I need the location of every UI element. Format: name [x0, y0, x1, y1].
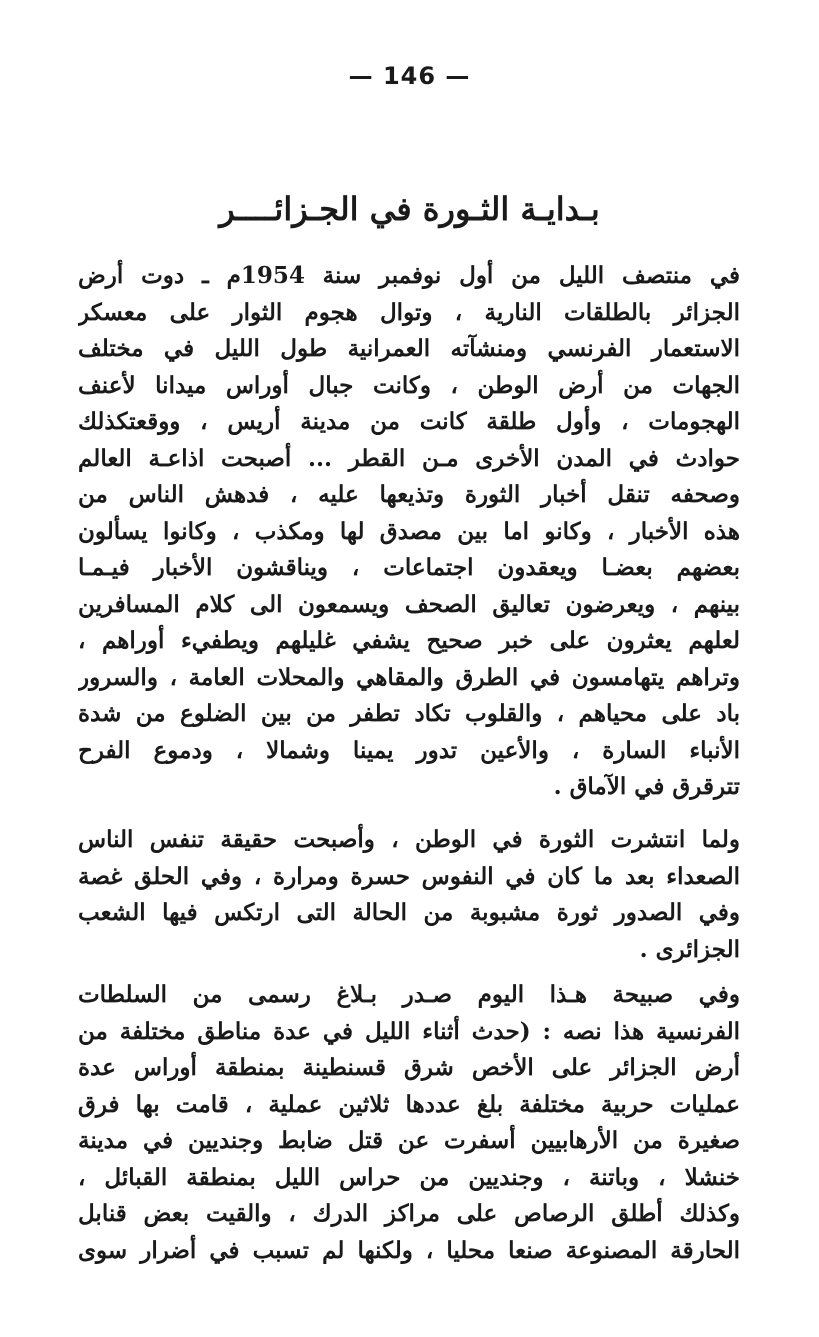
text-line: الأنباء السارة ، والأعين تدور يمينا وشمالا ، ودموع الفرح [78, 736, 740, 764]
text-line: الهجومات ، وأول طلقة كانت من مدينة أريس ، ووقعتكذلك [78, 408, 740, 435]
text-line: حوادث في المدن الأخرى مـن القطر ... أصبحت اذاعـة العالم [78, 444, 740, 472]
text-line: أرض الجزائر على الأخص شرق قسنطينة بمنطقة أوراس عدة [78, 1054, 740, 1081]
text-line: في منتصف الليل من أول نوفمبر سنة 1954م ـ دوت أرض [78, 262, 740, 289]
text-line: صغيرة من الأرهابيين أسفرت عن قتل ضابط وجنديين في مدينة [78, 1127, 740, 1154]
text-line: بعضهم بعضـا ويعقدون اجتماعات ، ويناقشون الأخبار فيـمـا [78, 554, 740, 581]
text-line: لعلهم يعثرون على خبر صحيح يشفي غليلهم ويطفيء أوراهم ، [78, 627, 740, 654]
text-line: هذه الأخبار ، وكانو اما بين مصدق لها ومكذب ، وكانوا يسألون [78, 517, 740, 545]
text-line: وفي الصدور ثورة مشبوبة من الحالة التى ارتكس فيها الشعب [78, 899, 740, 926]
text-line: تترقرق في الآماق . [553, 773, 740, 800]
text-line: بينهم ، ويعرضون تعاليق الصحف ويسمعون الى كلام المسافرين [78, 590, 740, 618]
text-line: ولما انتشرت الثورة في الوطن ، وأصبحت حقيقة تنفس الناس [78, 826, 740, 853]
text-line: وصحفه تنقل أخبار الثورة وتذيعها عليه ، فدهش الناس من [78, 481, 740, 508]
text-line: باد على محياهم ، والقلوب تكاد تطفر من بين الضلوع من شدة [78, 700, 740, 727]
paragraph-3 [78, 977, 740, 1269]
text-line: الصعداء بعد ما كان في النفوس حسرة ومرارة ، وفي الحلق غصة [78, 862, 740, 890]
paragraph-2 [78, 822, 740, 968]
text-line: الجزائر بالطلقات النارية ، وتوال هجوم الثوار على معسكر [78, 298, 740, 326]
text-line: وكذلك أطلق الرصاص على مراكز الدرك ، والقيت بعض قنابل [78, 1200, 740, 1227]
text-line: الجهات من أرض الوطن ، وكانت جبال أوراس ميدانا لأعنف [78, 371, 740, 399]
text-line: الحارقة المصنوعة صنعا محليا ، ولكنها لم تسبب في أضرار سوى [78, 1236, 740, 1264]
page-number: — 146 — [348, 62, 471, 90]
text-line: الجزائرى . [639, 935, 740, 963]
text-line: وتراهم يتهامسون في الطرق والمقاهي والمحلات العامة ، والسرور [78, 663, 740, 691]
paragraph-1 [78, 258, 740, 806]
chapter-title: بـدايـة الثـورة في الجـزائــــر [219, 190, 600, 228]
text-line: وفي صبيحة هـذا اليوم صـدر بـلاغ رسمى من السلطات [78, 981, 740, 1008]
text-line: عمليات حربية مختلفة بلغ عددها ثلاثين عملية ، قامت بها فرق [78, 1090, 740, 1118]
text-line: خنشلا ، وباتنة ، وجنديين من حراس الليل بمنطقة القبائل ، [78, 1163, 740, 1191]
text-line: الفرنسية هذا نصه : (حدث أثناء الليل في عدة مناطق مختلفة من [78, 1017, 740, 1045]
text-line: الاستعمار الفرنسي ومنشآته العمرانية طول الليل في مختلف [78, 335, 740, 362]
